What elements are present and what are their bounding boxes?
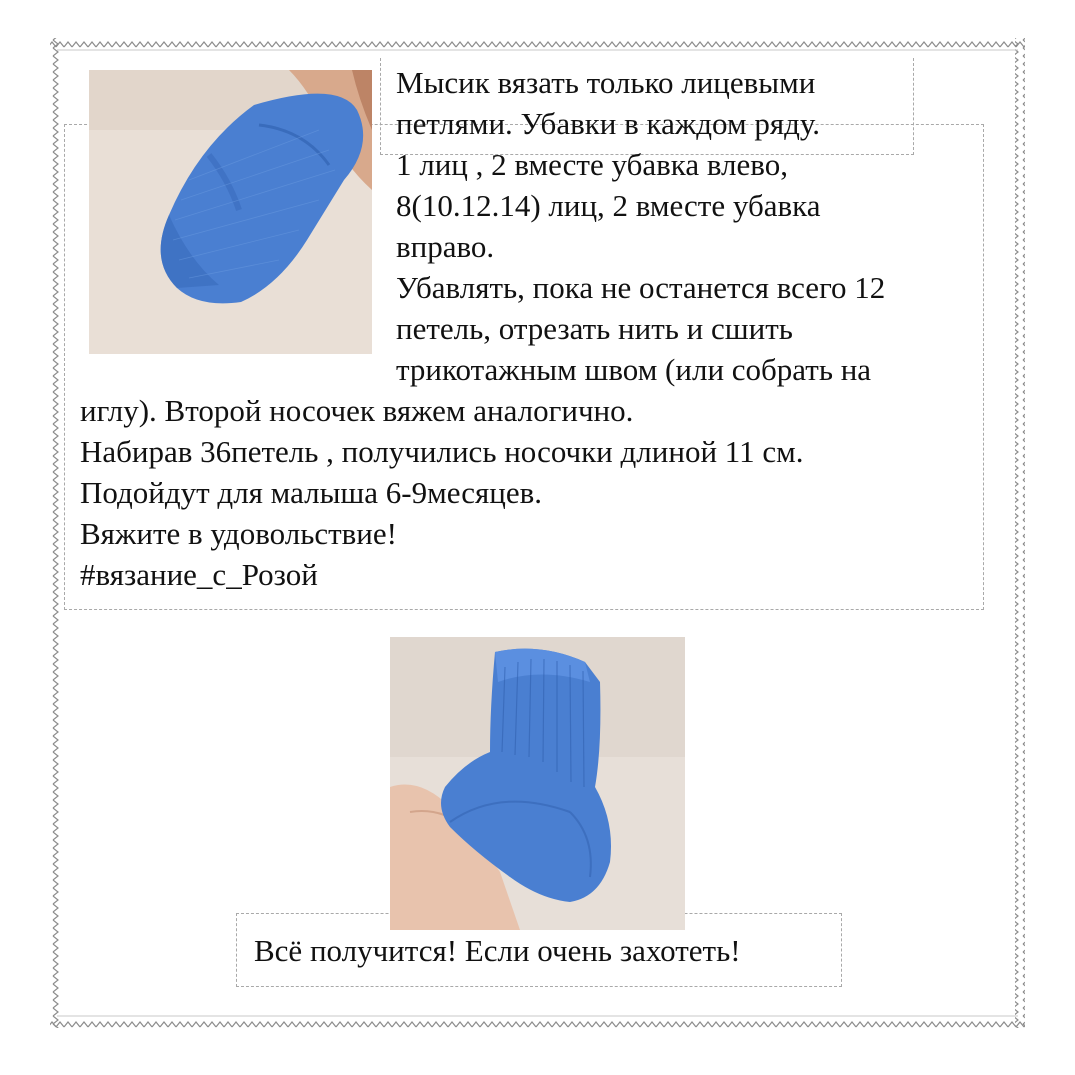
instruction-line: Мысик вязать только лицевыми	[396, 65, 816, 100]
knitted-toe-photo	[89, 70, 372, 354]
caption-text: Всё получится! Если очень захотеть!	[254, 933, 741, 968]
instruction-line: петлями. Убавки в каждом ряду.	[396, 106, 821, 141]
knitted-sock-on-hand-photo	[390, 637, 685, 930]
instruction-line: трикотажным швом (или собрать на	[396, 352, 872, 387]
instruction-line: вправо.	[396, 229, 495, 264]
instruction-line: 1 лиц , 2 вместе убавка влево,	[396, 147, 788, 182]
instruction-line: иглу). Второй носочек вяжем аналогично.	[80, 393, 634, 428]
instruction-line: 8(10.12.14) лиц, 2 вместе убавка	[396, 188, 821, 223]
instruction-line: Набирав 36петель , получились носочки длиной 11 см.	[80, 434, 804, 469]
instruction-line: петель, отрезать нить и сшить	[396, 311, 793, 346]
instruction-line: Вяжите в удовольствие!	[80, 516, 397, 551]
instruction-line: Подойдут для малыша 6-9месяцев.	[80, 475, 543, 510]
hashtag: #вязание_с_Розой	[80, 557, 318, 592]
instruction-line: Убавлять, пока не останется всего 12	[396, 270, 886, 305]
